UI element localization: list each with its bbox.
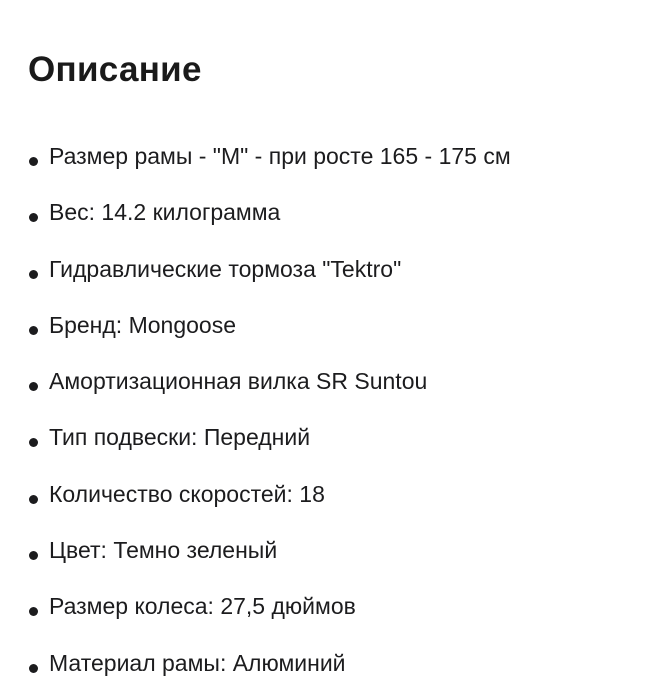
spec-frame-material: Материал рамы: Алюминий: [49, 649, 346, 676]
spec-suspension: Тип подвески: Передний: [49, 424, 311, 451]
spec-brand: Бренд: Mongoose: [49, 311, 236, 338]
bullet-icon: [29, 157, 38, 166]
bullet-icon: [29, 382, 38, 391]
spec-weight: Вес: 14.2 килограмма: [49, 199, 281, 226]
bullet-icon: [29, 270, 38, 279]
bullet-icon: [29, 664, 38, 673]
spec-color: Цвет: Темно зеленый: [49, 537, 278, 564]
section-title: Описание: [28, 50, 202, 89]
bullet-icon: [29, 607, 38, 616]
spec-speeds: Количество скоростей: 18: [49, 480, 325, 507]
spec-frame-size: Размер рамы - "M" - при росте 165 - 175 см: [49, 143, 511, 169]
bullet-icon: [29, 495, 38, 504]
bullet-icon: [29, 551, 38, 560]
spec-wheel-size: Размер колеса: 27,5 дюймов: [49, 593, 356, 620]
bullet-icon: [29, 326, 38, 335]
spec-fork: Амортизационная вилка SR Suntou: [49, 368, 428, 395]
bullet-icon: [29, 438, 38, 447]
spec-brakes: Гидравлические тормоза "Tektro": [49, 255, 402, 282]
bullet-icon: [29, 213, 38, 222]
